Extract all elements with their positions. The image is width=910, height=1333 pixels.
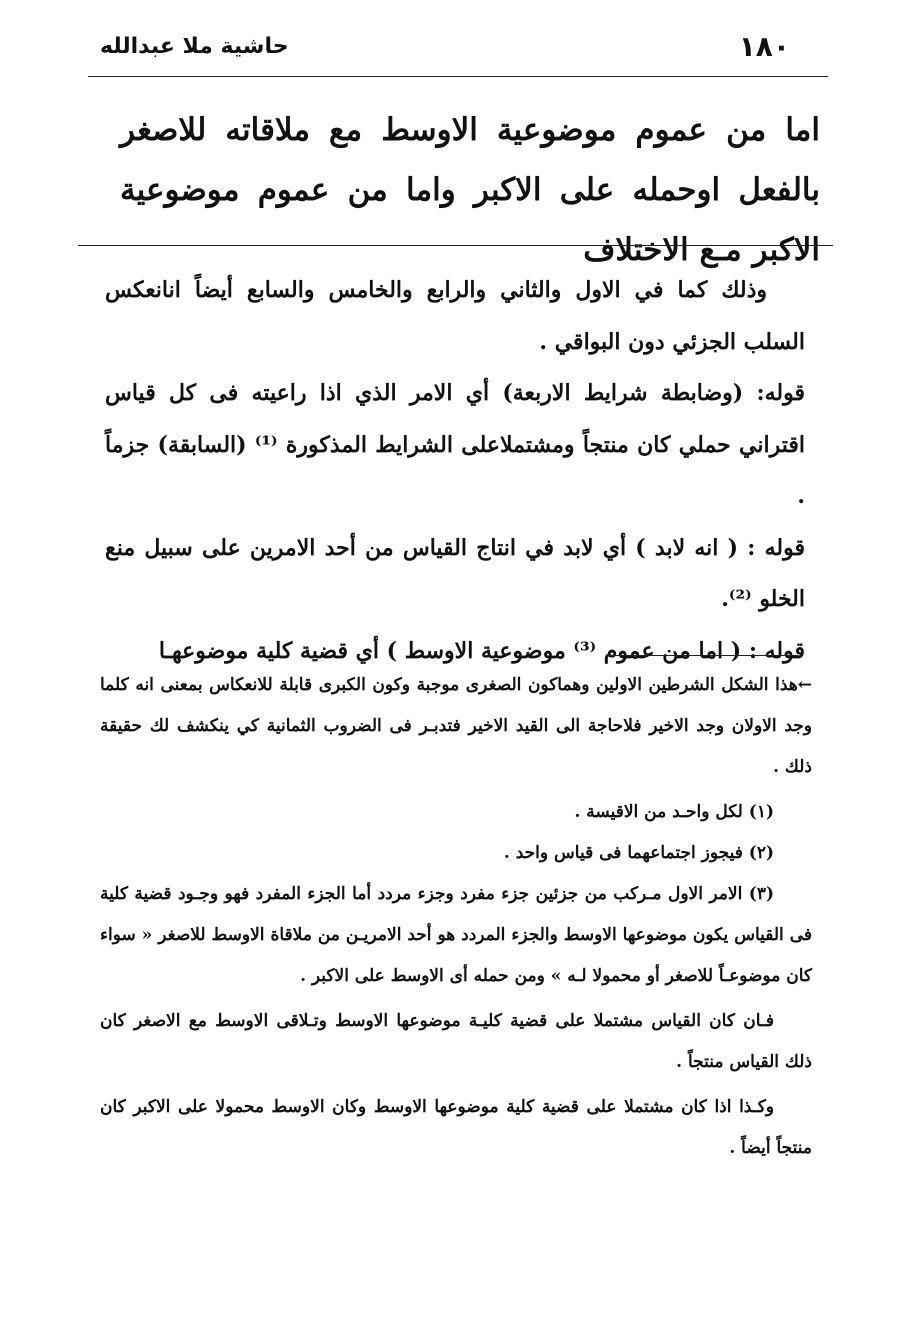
footnote-continuation: ←هذا الشكل الشرطين الاولين وهماكون الصغرى موجبة وكون الكبرى قابلة للانعكاس بمعنى انه كلما وجد الاولان وجد الاخير فلاحاجة الى القيد الاخير فتدبـر فى الضروب الثمانية كي ينكشف لك حقيقة ذلك .: [100, 675, 812, 777]
commentary-text: ( انه لابد ) أي لابد في انتاج القياس من أحد الامرين على سبيل منع الخلو ⁽²⁾.: [105, 534, 805, 612]
page-number: ١٨٠: [738, 30, 790, 63]
footnote-1: (١) لكل واحـد من الاقيسة .: [574, 802, 774, 822]
footnote-3: (٣) الامر الاول مـركب من جزئين جزء مفرد وجزء مردد أما الجزء المفرد فهو وجـود قضية كلية فى القياس يكون موضوعها الاوسط والجزء المردد هو أحد الامريـن من ملاقاة الاوسط للاصغر « سواء كان موضوعـاً للاصغر أو محمولا لـه » ومن حمله أى الاوسط على الاكبر .: [100, 884, 812, 986]
matn-text: اما من عموم موضوعية الاوسط مع ملاقاته للاصغر بالفعل اوحمله على الاكبر واما من عموم موضوعية الاكبر مـع الاختلاف: [120, 112, 820, 268]
page-header: [100, 30, 790, 70]
footnotes: [100, 665, 812, 1169]
running-title: حاشية ملا عبدالله: [100, 34, 289, 59]
footnote-2: (٢) فيجوز اجتماعهما فى قياس واحد .: [503, 843, 774, 863]
qawluhu-keyword: قوله :: [748, 637, 805, 664]
commentary-paragraph: وذلك كما في الاول والثاني والرابع والخامس والسابع أيضاً انانعكس السلب الجزئي دون البواقي .: [105, 277, 805, 355]
footnote-3-paragraph-3: وكـذا اذا كان مشتملا على قضية كلية موضوعها الاوسط وكان الاوسط محمولا على الاكبر كان منتجاً أيضاً .: [100, 1097, 812, 1158]
commentary-paragraph: [105, 523, 805, 626]
matn-separator-rule: [78, 245, 833, 246]
qawluhu-keyword: قوله:: [756, 380, 805, 406]
commentary-text: ( اما من عموم ⁽³⁾ موضوعية الاوسط ) أي قضية كلية موضوعهـا: [158, 637, 742, 664]
commentary-text: (وضابطة شرايط الاربعة) أي الامر الذي اذا راعيته فى كل قياس اقتراني حملي كان منتجاً ومشتملاعلى الشرايط المذكورة ⁽¹⁾ (السابقة) جزماً .: [105, 380, 805, 509]
commentary-body: [105, 265, 805, 677]
header-rule: [88, 76, 828, 77]
footnote-3-paragraph-2: فـان كان القياس مشتملا على قضية كليـة موضوعها الاوسط وتـلاقى الاوسط مع الاصغر كان ذلك القياس منتجاً .: [100, 1011, 812, 1072]
commentary-paragraph: [105, 368, 805, 523]
qawluhu-keyword: قوله :: [747, 534, 805, 561]
footnote-separator-rule: [608, 655, 798, 656]
